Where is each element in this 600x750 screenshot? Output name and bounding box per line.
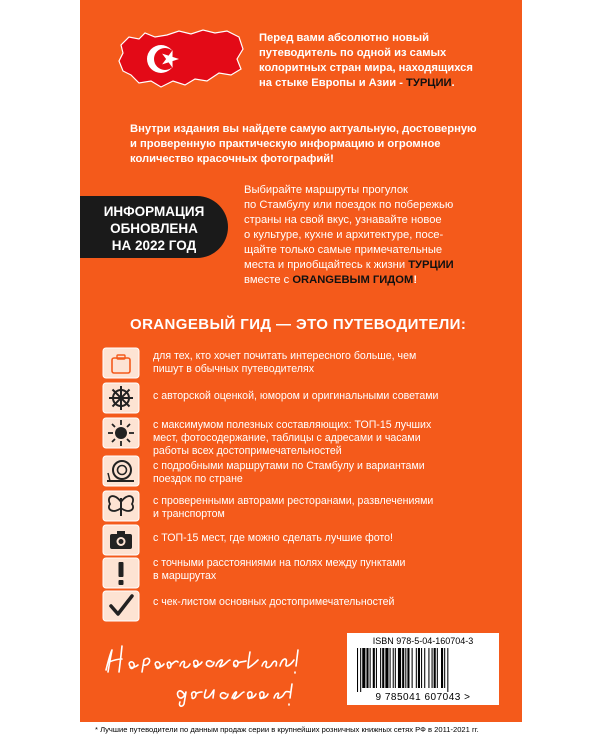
barcode-box [347,633,499,705]
barcode [355,648,491,692]
feature-line: и транспортом [153,508,225,521]
barcode-bar [428,648,429,688]
barcode-bar [395,648,396,688]
barcode-bar [444,648,445,688]
badge-line-1: ИНФОРМАЦИЯ [103,204,205,219]
isbn-text: ISBN 978-5-04-160704-3 [372,636,474,646]
feature-line: мест, фотосодержание, таблицы с адресами и часами [153,432,421,445]
barcode-bar [416,648,417,688]
routes-line-3: страны на свой вкус, узнавайте новое [244,214,442,226]
snail-icon [102,455,140,487]
routes-line-1: Выбирайте маршруты прогулок [244,184,408,196]
barcode-bar [398,648,401,688]
routes-line-6-text: места и приобщайтесь к жизни [244,259,409,271]
inside-line-2: и проверенную практическую информацию и огромное [130,138,441,150]
badge-line-3: НА 2022 ГОД [111,238,197,253]
feature-line: с точными расстояниями на полях между пунктами [153,557,406,569]
feature-line: с проверенными авторами ресторанами, развлечениями [153,495,434,507]
handwritten-signature [100,632,315,710]
barcode-bar [434,648,436,688]
feature-checkmark [153,596,503,609]
features-heading: ORANGEВЫЙ ГИД — ЭТО ПУТЕВОДИТЕЛИ: [130,316,467,333]
intro-line-4-end: . [451,77,455,89]
barcode-bar [402,648,404,688]
barcode-bar [405,648,406,688]
feature-line: работы всех достопримечательностей [153,445,342,458]
barcode-bar [441,648,443,688]
barcode-bar [418,648,420,688]
feature-sun [153,419,503,459]
routes-line-4: о культуре, кухне и архитектуре, посе- [244,229,444,241]
barcode-bar [432,648,433,688]
routes-line-6 [244,258,454,273]
barcode-bar [447,648,448,692]
barcode-bar [373,648,375,688]
feature-snail [153,460,503,486]
barcode-bar [370,648,371,688]
ship-wheel-icon [102,382,140,414]
feature-suitcase [153,350,503,376]
suitcase-icon [102,347,140,379]
butterfly-icon [102,490,140,522]
feature-line: с ТОП-15 мест, где можно сделать лучшие фото! [153,532,393,544]
inside-line-1: Внутри издания вы найдете самую актуальную, достоверную [130,123,477,135]
routes-line-7-text: вместе с [244,274,293,286]
barcode-bar [357,648,358,692]
intro-line-3: колоритных стран мира, находящихся [259,62,473,74]
barcode-bar [390,648,391,688]
barcode-bar [412,648,413,688]
feature-line: с чек-листом основных достопримечательностей [153,596,395,608]
camera-icon [102,524,140,556]
intro-line-1: Перед вами абсолютно новый [259,32,429,44]
feature-exclamation [153,557,503,583]
orange-guide-highlight: ORANGEВЫМ ГИДОМ [292,274,414,286]
barcode-number: 9 785041 607043 > [375,692,471,703]
barcode-bar [407,648,409,688]
intro-line-2: путеводитель по одной из самых [259,47,447,59]
barcode-bar [421,648,422,688]
intro-turkey-highlight: ТУРЦИИ [406,77,452,89]
inside-line-3: количество красочных фотографий! [130,153,334,165]
routes-line-7 [244,273,417,288]
barcode-bar [366,648,368,688]
feature-line: для тех, кто хочет почитать интересного больше, чем [153,350,417,362]
feature-line: с максимумом полезных составляющих: ТОП-15 лучших [153,419,432,431]
checkmark-icon [102,590,140,622]
updated-info-badge [80,196,228,258]
turkey-flag-map-icon [115,25,245,91]
feature-line: с авторской оценкой, юмором и оригинальными советами [153,390,439,402]
feature-camera [153,532,503,545]
feature-line: пишут в обычных путеводителях [153,363,315,376]
intro-line-4 [259,76,455,91]
barcode-bar [376,648,377,688]
barcode-bar [382,648,384,688]
routes-turkey-highlight: ТУРЦИИ [408,259,454,271]
feature-line: в маршрутах [153,570,217,583]
badge-line-2: ОБНОВЛЕНА [110,221,198,236]
feature-line: с подробными маршрутами по Стамбулу и вариантами [153,460,425,472]
barcode-bar [362,648,365,688]
exclamation-icon [102,557,140,589]
sun-icon [102,417,140,449]
routes-line-5: щайте только самые примечательные [244,244,443,256]
feature-line: поездок по стране [153,473,243,486]
routes-line-7-end: ! [413,274,418,286]
intro-line-4-text: на стыке Европы и Азии - [259,77,407,89]
barcode-bar [385,648,388,688]
routes-line-2: по Стамбулу или поездок по побережью [244,199,454,211]
feature-butterfly [153,495,503,521]
barcode-bar [437,648,438,688]
barcode-bar [393,648,394,688]
barcode-bar [380,648,381,688]
footnote: * Лучшие путеводители по данным продаж серии в крупнейших розничных книжных сетях РФ в 2011-2021 гг. [95,725,479,734]
feature-ship-wheel [153,390,503,403]
barcode-bar [360,648,361,692]
barcode-bar [424,648,425,688]
